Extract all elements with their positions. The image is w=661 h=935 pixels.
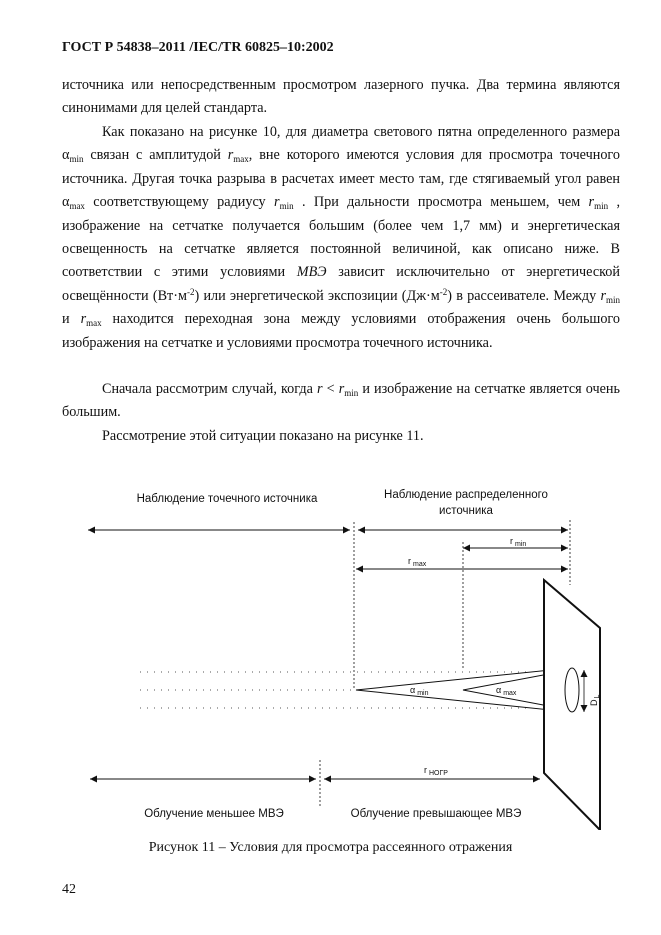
scattered-reflection-figure <box>0 470 661 830</box>
r-min-label: r $_{min}$ <box>510 536 527 548</box>
paragraph-4: Рассмотрение этой ситуации показано на рисунке 11. <box>102 428 424 444</box>
alpha-max-label: α $_{max}$ <box>496 685 517 697</box>
alpha-min-label: α $_{min}$ <box>410 685 429 697</box>
beam-diameter-label: $D_L$ <box>589 694 601 706</box>
page-number: 42 <box>62 882 76 897</box>
below-mpe-label: Облучение меньшее МВЭ <box>144 808 284 820</box>
figure-caption: Рисунок 11 – Условия для просмотра рассеянного отражения <box>148 840 513 855</box>
paragraph-2: Как показано на рисунке 10, для диаметра светового пятна определенного размера $\alpha_{min}$ связан с амплитудой $r_{max}$, вне которого имеются условия для просмотра точечного источника. Другая точка разрыва в расчетах имеет место там, где стягиваемый угол равен $\alpha_{max}$ соответствующему радиусу $r_{min}$ . При дальности просмотра меньшем, чем $r_{min}$ , изображение на сетчатке получается большим (более чем 1,7 мм) и энергетическая освещенность на сетчатке является постоянной величиной, как описано ниже. В соответствии с этими условиями МВЭ зависит исключительно от энергетической освещённости $(Вт\cdot м^{-2})$ или энергетической экспозиции $(Дж\cdot м^{-2})$ в рассеивателе. Между $r_{min}$ и $r_{max}$ находится переходная зона между условиями отображения очень большого изображения на сетчатке и условиями просмотра точечного источника. <box>62 124 621 351</box>
r-nohd-label: r $_{НОГР}$ <box>424 765 448 777</box>
paragraph-3: Сначала рассмотрим случай, когда $r < r_{min}$ и изображение на сетчатке является очень большим. <box>62 381 620 421</box>
point-source-label: Наблюдение точечного источника <box>136 493 318 505</box>
document-header: ГОСТ Р 54838–2011 /IEC/TR 60825–10:2002 <box>62 40 334 55</box>
above-mpe-label: Облучение превышающее МВЭ <box>350 808 522 820</box>
r-max-label: r $_{max}$ <box>408 556 427 568</box>
distributed-source-label-line2: источника <box>439 505 493 517</box>
distributed-source-label-line1: Наблюдение распределенного <box>384 489 548 501</box>
paragraph-1: источника или непосредственным просмотром лазерного пучка. Два термина являются синонимами для целей стандарта. <box>62 77 620 117</box>
